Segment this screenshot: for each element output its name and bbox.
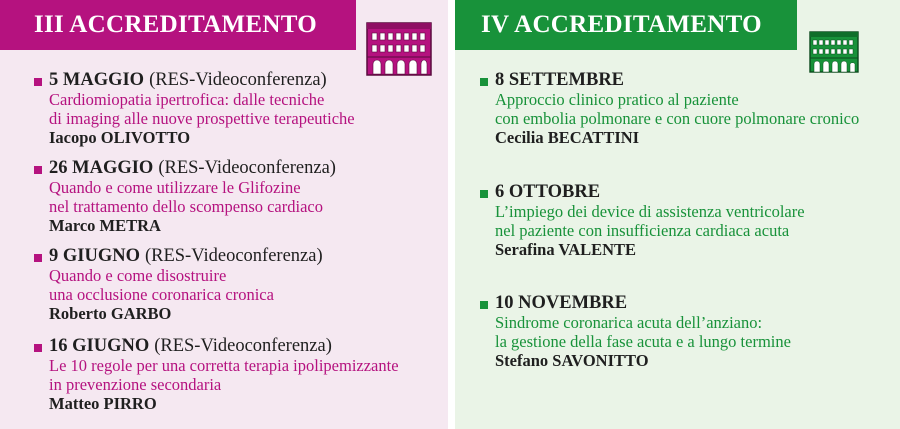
palace-building-icon <box>366 22 432 76</box>
event-date: 26 MAGGIO <box>49 158 154 178</box>
event-item <box>480 70 859 148</box>
event-date: 8 SETTEMBRE <box>495 70 625 90</box>
event-speaker: Stefano SAVONITTO <box>495 351 649 370</box>
bullet-square-icon <box>480 190 488 198</box>
event-date: 16 GIUGNO <box>49 336 150 356</box>
event-date: 9 GIUGNO <box>49 246 140 266</box>
event-item <box>34 336 399 414</box>
bullet-square-icon <box>480 301 488 309</box>
event-speaker: Serafina VALENTE <box>495 240 637 259</box>
event-speaker: Roberto GARBO <box>49 304 172 323</box>
event-mode: (RES-Videoconferenza) <box>149 70 327 90</box>
event-mode: (RES-Videoconferenza) <box>154 336 332 356</box>
event-topic-line: nel paziente con insufficienza cardiaca acuta <box>495 221 790 240</box>
accreditation-panel-iii <box>0 0 448 429</box>
bullet-square-icon <box>34 166 42 174</box>
accreditation-panel-iv <box>455 0 900 429</box>
event-speaker: Iacopo OLIVOTTO <box>49 128 191 147</box>
event-topic-line: una occlusione coronarica cronica <box>49 285 274 304</box>
event-item <box>34 246 323 324</box>
bullet-square-icon <box>34 344 42 352</box>
event-date: 6 OTTOBRE <box>495 182 601 202</box>
event-topic-line: in prevenzione secondaria <box>49 375 222 394</box>
event-topic-line: la gestione della fase acuta e a lungo termine <box>495 332 791 351</box>
panel-divider <box>448 0 455 429</box>
event-item <box>480 182 805 260</box>
event-topic-line: con embolia polmonare e con cuore polmonare cronico <box>495 109 860 128</box>
event-topic-line: Quando e come disostruire <box>49 266 227 285</box>
event-speaker: Cecilia BECATTINI <box>495 128 640 147</box>
event-topic-line: nel trattamento dello scompenso cardiaco <box>49 197 323 216</box>
section-title: III ACCREDITAMENTO <box>34 11 317 38</box>
event-item <box>480 293 791 371</box>
event-speaker: Matteo PIRRO <box>49 394 157 413</box>
event-item <box>34 70 355 148</box>
event-speaker: Marco METRA <box>49 216 161 235</box>
section-header <box>0 0 356 50</box>
palace-building-icon <box>809 31 859 73</box>
event-topic-line: di imaging alle nuove prospettive terapeutiche <box>49 109 355 128</box>
section-header <box>455 0 797 50</box>
event-topic-line: Sindrome coronarica acuta dell’anziano: <box>495 313 763 332</box>
event-date: 10 NOVEMBRE <box>495 293 628 313</box>
event-mode: (RES-Videoconferenza) <box>158 158 336 178</box>
event-topic-line: Cardiomiopatia ipertrofica: dalle tecniche <box>49 90 325 109</box>
bullet-square-icon <box>34 254 42 262</box>
event-topic-line: Quando e come utilizzare le Glifozine <box>49 178 301 197</box>
bullet-square-icon <box>34 78 42 86</box>
event-item <box>34 158 336 236</box>
event-date: 5 MAGGIO <box>49 70 145 90</box>
bullet-square-icon <box>480 78 488 86</box>
event-topic-line: Approccio clinico pratico al paziente <box>495 90 739 109</box>
event-topic-line: Le 10 regole per una corretta terapia ipolipemizzante <box>49 356 399 375</box>
event-topic-line: L’impiego dei device di assistenza ventricolare <box>495 202 805 221</box>
event-mode: (RES-Videoconferenza) <box>144 246 323 266</box>
section-title: IV ACCREDITAMENTO <box>481 11 762 38</box>
